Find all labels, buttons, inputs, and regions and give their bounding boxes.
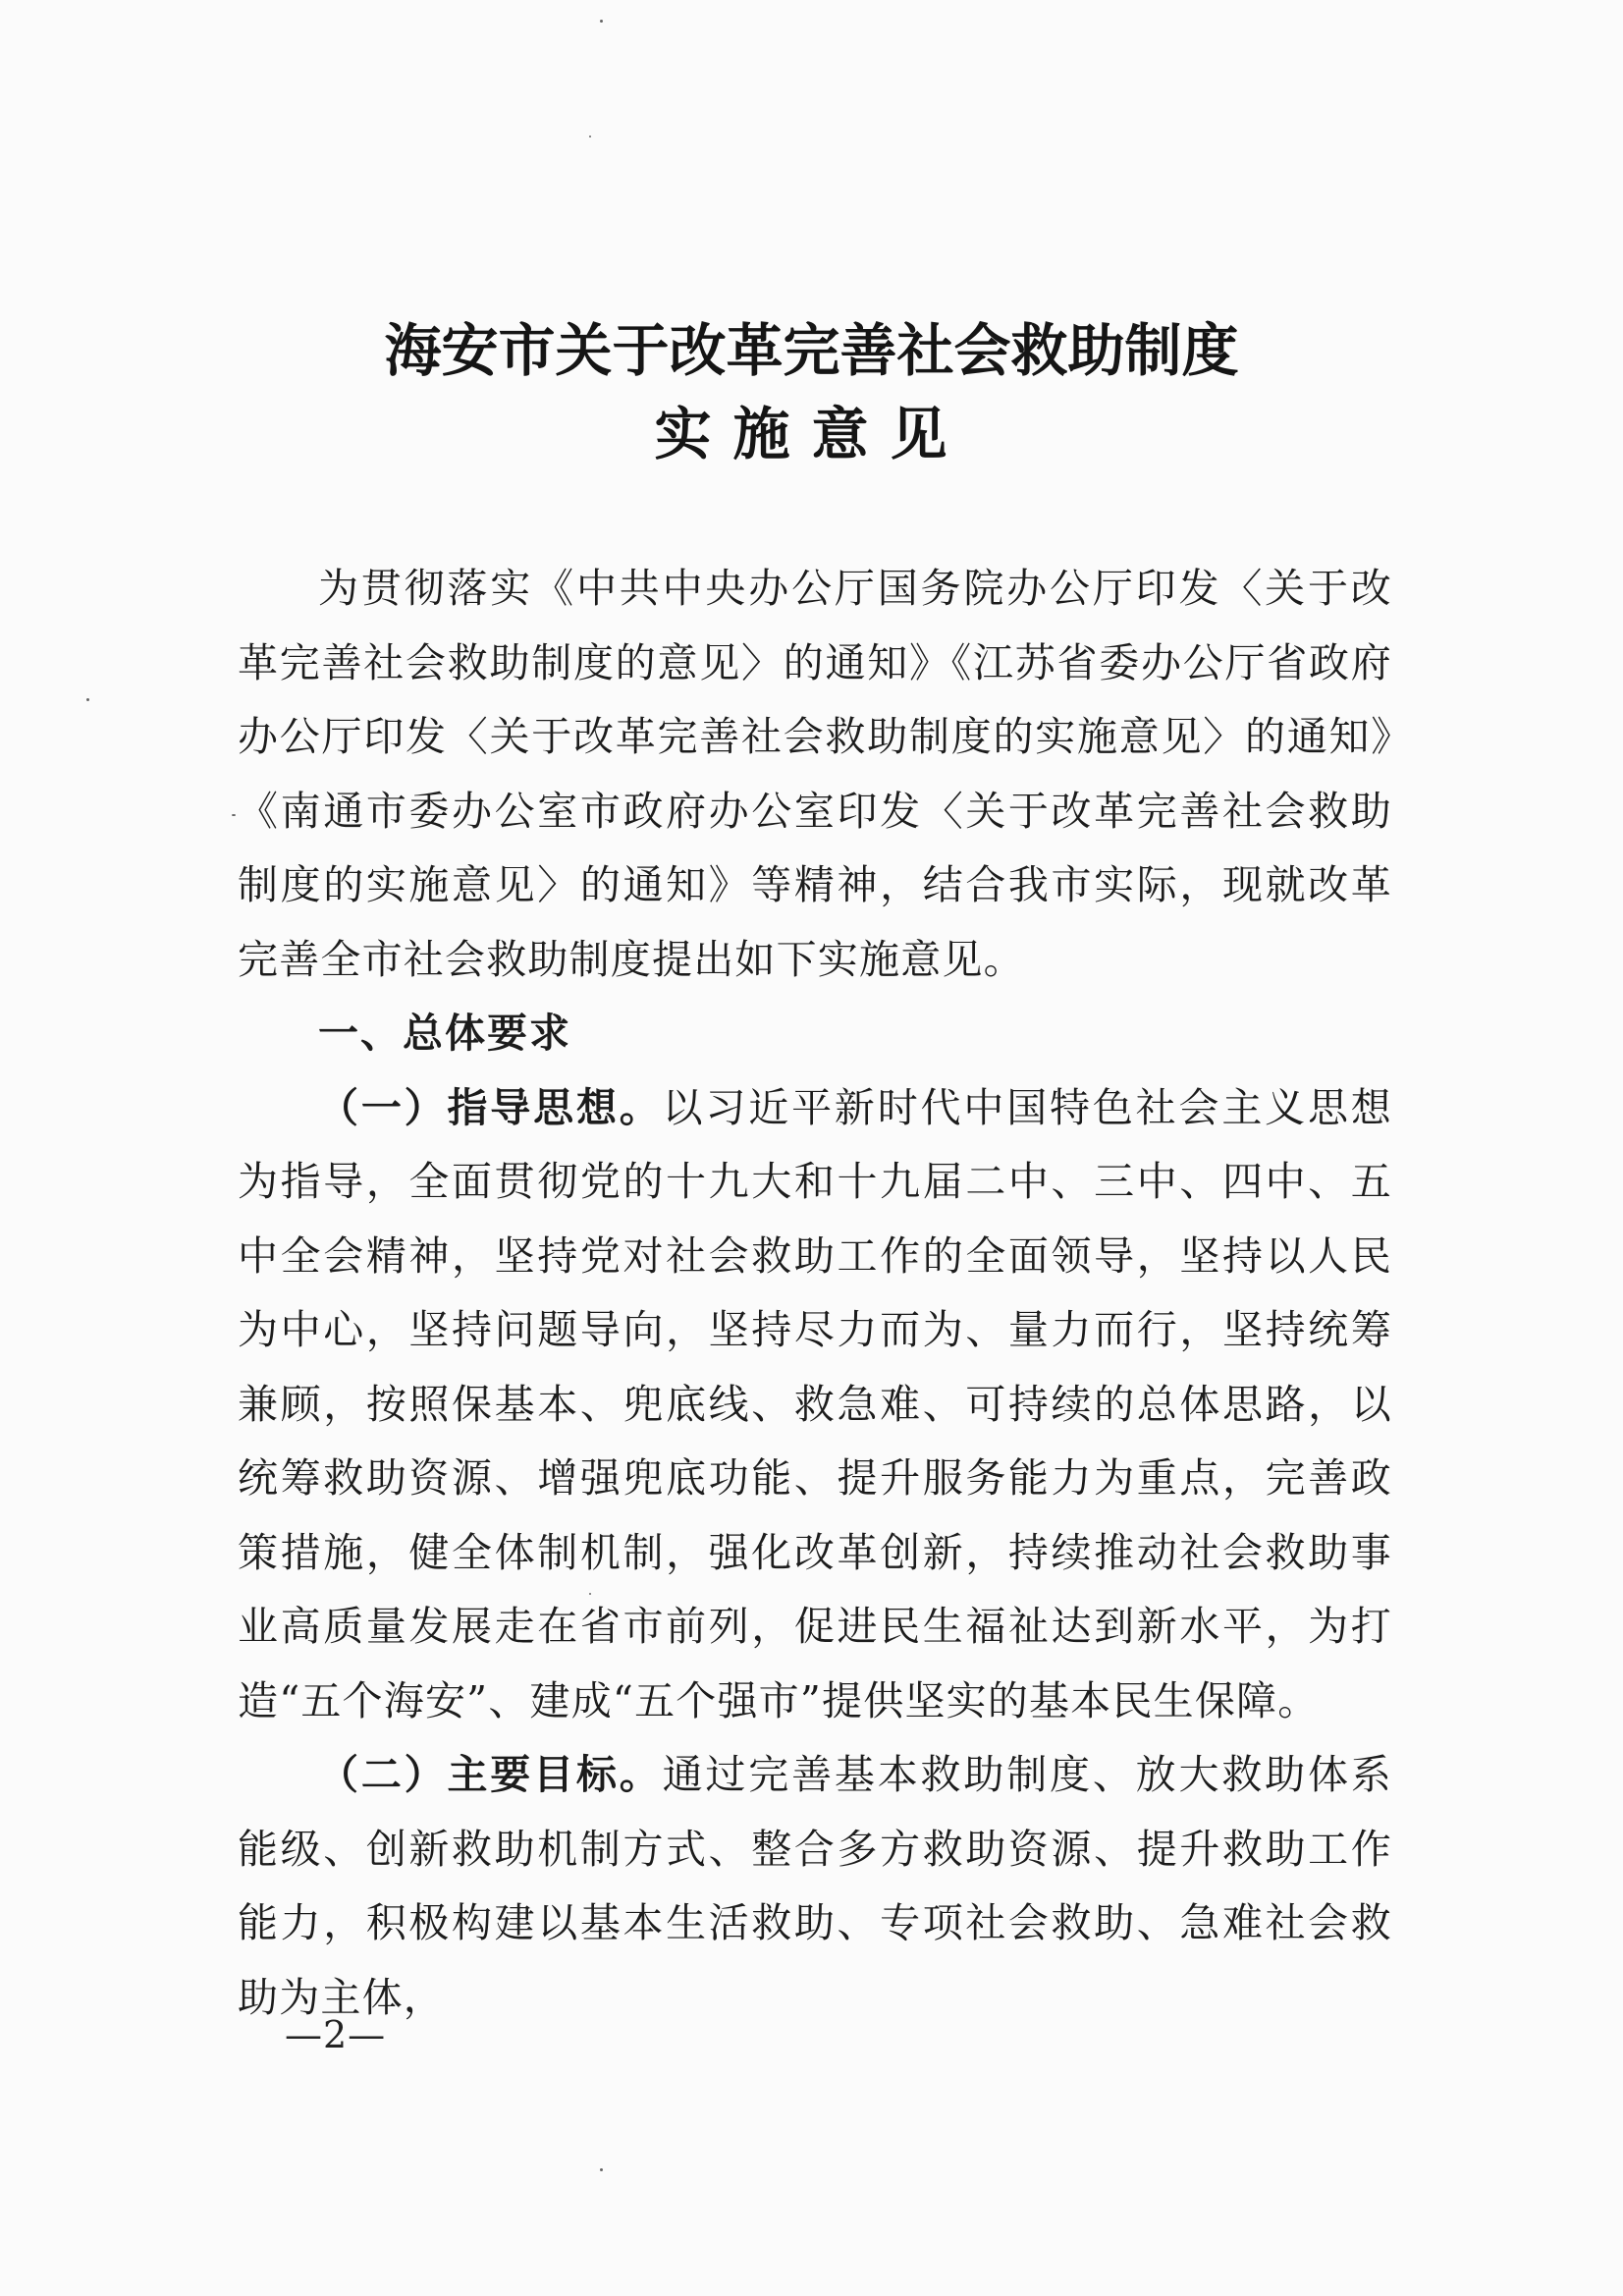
document-title-line-1: 海安市关于改革完善社会救助制度 — [384, 317, 1239, 384]
paragraph-text: 以习近平新时代中国特色社会主义思想为指导，全面贯彻党的十九大和十九届二中、三中、四中、五中全会精神，坚持党对社会救助工作的全面领导，坚持以人民为中心，坚持问题导向，坚持尽力而为、量力而行，坚持统筹兼顾，按照保基本、兜底线、救急难、可持续的总体思路，以统筹救助资源、增强兜底功能、提升服务能力为重点，完善政策措施，健全体制机制，强化改革创新，持续推动社会救助事业高质量发展走在省市前列，促进民生福祉达到新水平，为打造“五个海安”、建成“五个强市”提供坚实的基本民生保障。 — [238, 1083, 1392, 1724]
scan-speck — [232, 814, 236, 816]
document-title-line-2: 实施意见 — [654, 401, 969, 467]
scan-speck — [589, 136, 591, 137]
document-body — [238, 552, 1392, 2035]
paragraph-lead: （一）指导思想。 — [318, 1083, 663, 1131]
main-goals-paragraph — [238, 1738, 1392, 2035]
section-heading: 一、总体要求 — [318, 1010, 571, 1057]
page-number: —2— — [285, 2013, 387, 2056]
intro-paragraph: 为贯彻落实《中共中央办公厅国务院办公厅印发〈关于改革完善社会救助制度的意见〉的通知》《江苏省委办公厅省政府办公厅印发〈关于改革完善社会救助制度的实施意见〉的通知》《南通市委办公室市政府办公室印发〈关于改革完善社会救助制度的实施意见〉的通知》等精神，结合我市实际，现就改革完善全市社会救助制度提出如下实施意见。 — [238, 565, 1392, 983]
scan-speck — [86, 698, 89, 701]
paragraph-lead: （二）主要目标。 — [318, 1751, 663, 1798]
scan-speck — [600, 20, 603, 23]
scan-speck — [600, 2168, 603, 2171]
guiding-ideology-paragraph — [238, 1071, 1392, 1739]
paragraph-text: 通过完善基本救助制度、放大救助体系能级、创新救助机制方式、整合多方救助资源、提升救助工作能力，积极构建以基本生活救助、专项社会救助、急难社会救助为主体， — [238, 1751, 1392, 2021]
